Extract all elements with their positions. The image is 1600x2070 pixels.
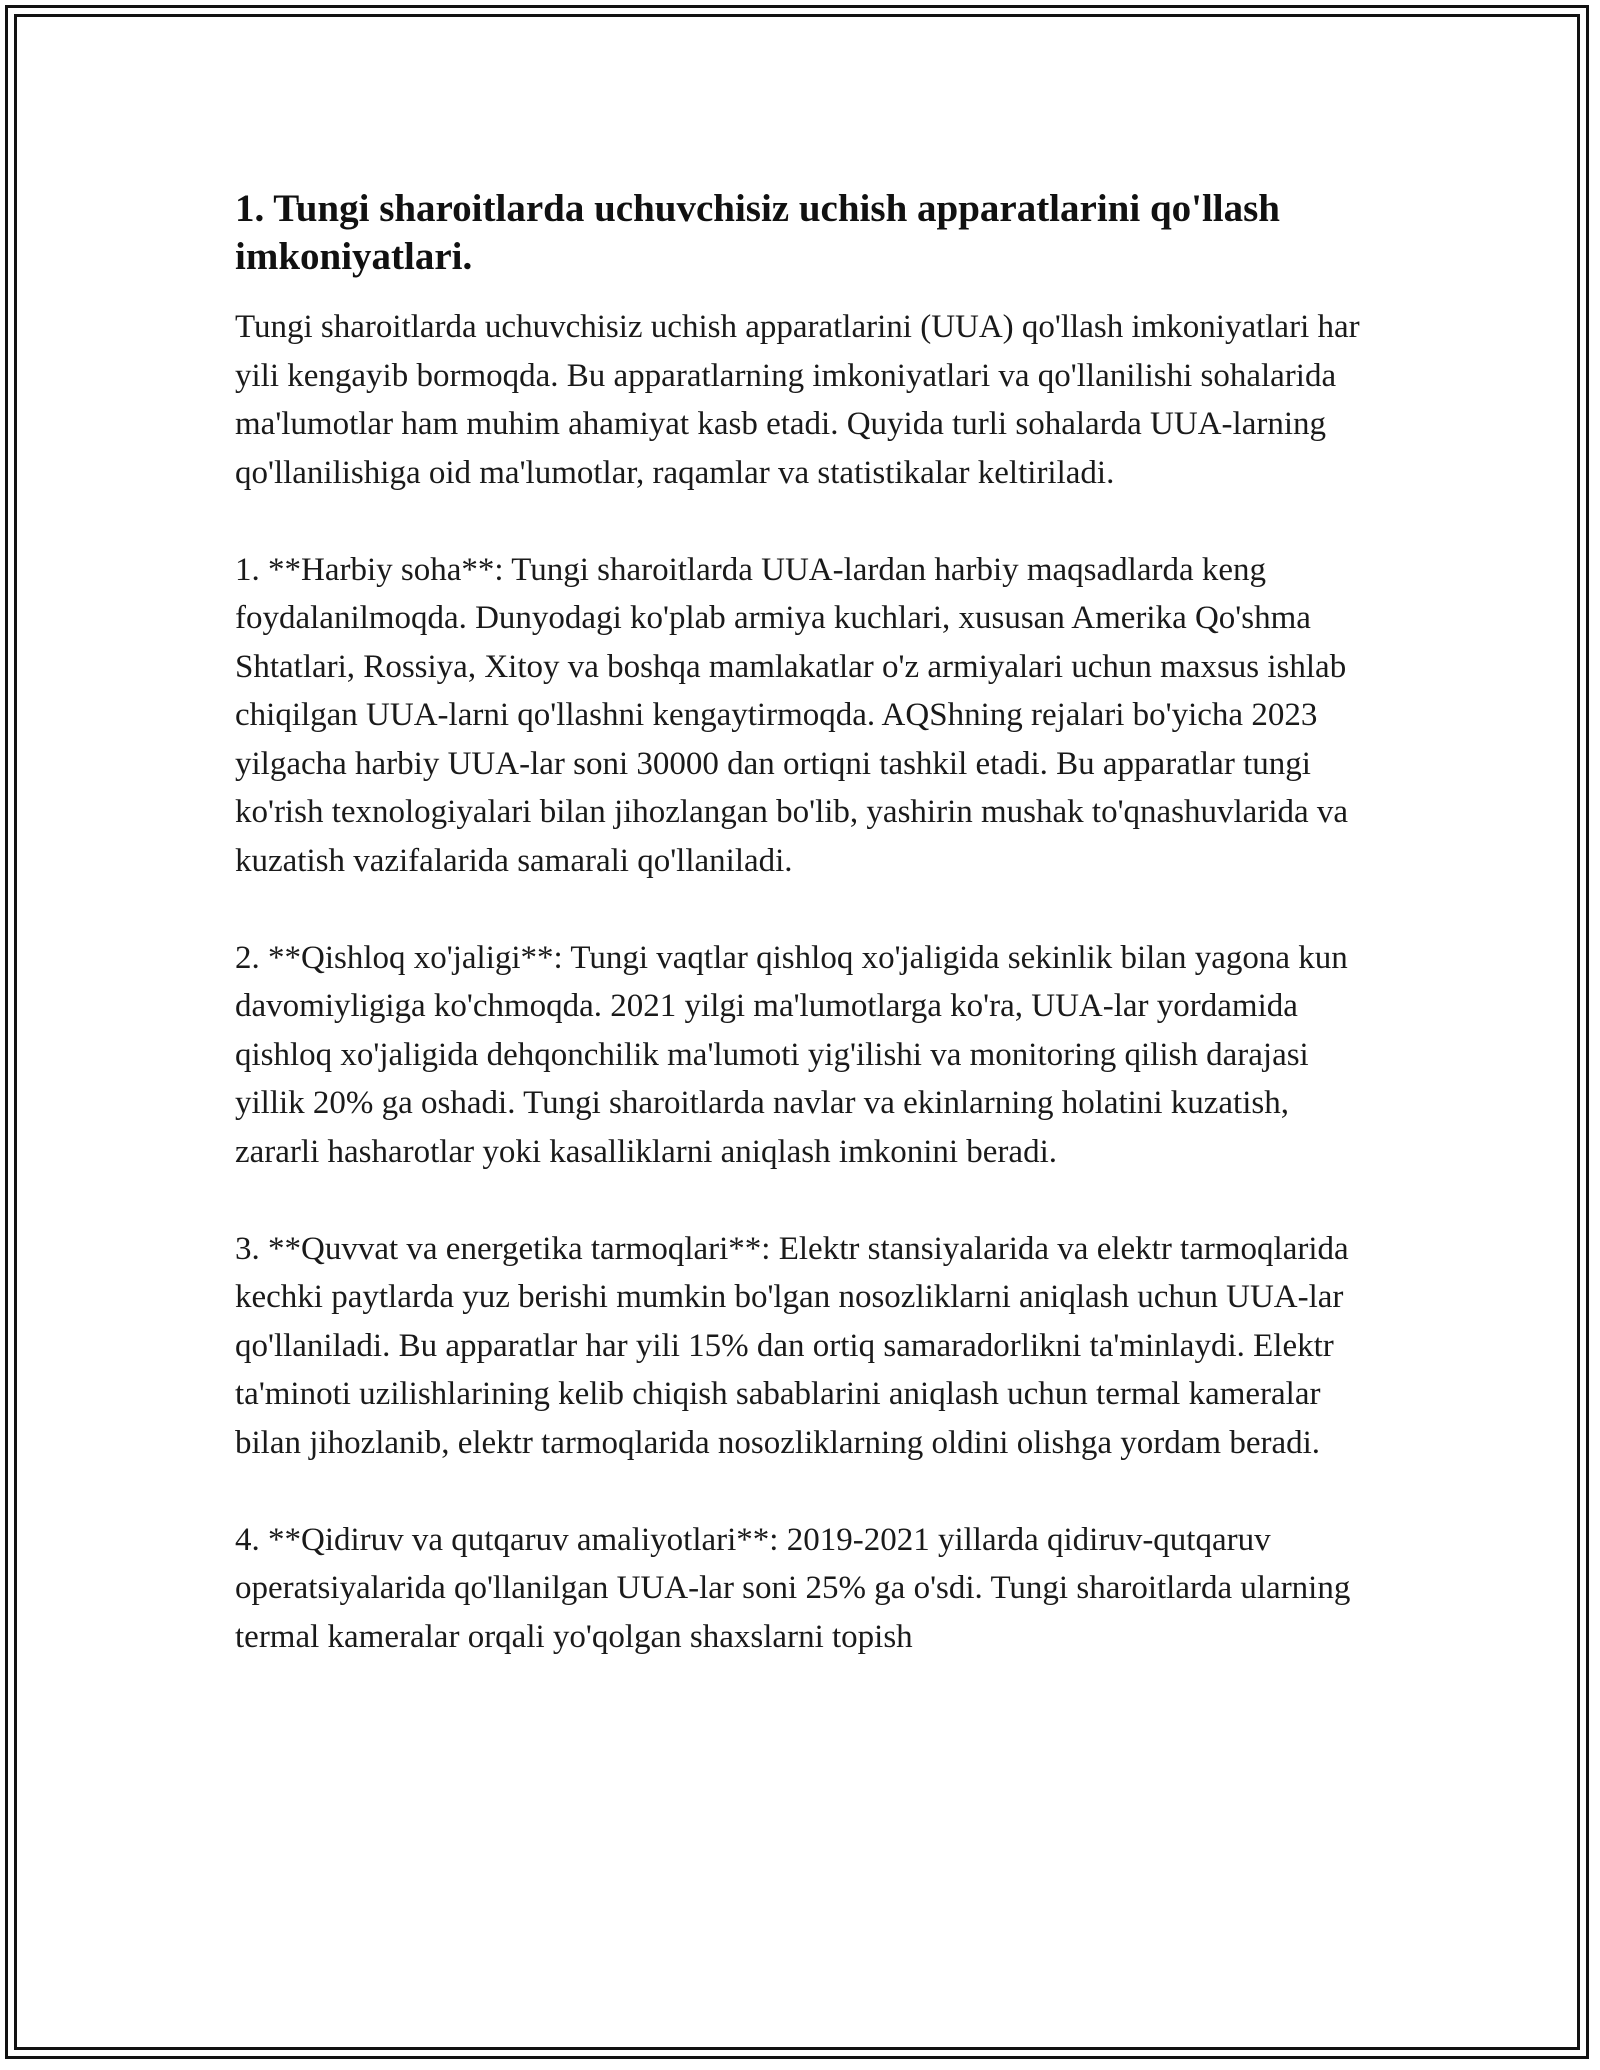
paragraph-agriculture: 2. **Qishloq xo'jaligi**: Tungi vaqtlar qishloq xo'jaligida sekinlik bilan yagona kun davomiyligiga ko'chmoqda. 2021 yilgi ma'lumotlarga ko'ra, UUA-lar yordamida qishloq xo'jaligida dehqonchilik ma'lumoti yig'ilishi va monitoring qilish darajasi yillik 20% ga oshadi. Tungi sharoitlarda navlar va ekinlarning holatini kuzatish, zararli hasharotlar yoki kasalliklarni aniqlash imkonini beradi. (235, 939, 1348, 1170)
intro-paragraph: Tungi sharoitlarda uchuvchisiz uchish apparatlarini (UUA) qo'llash imkoniyatlari har yili kengayib bormoqda. Bu apparatlarning imkoniyatlari va qo'llanilishi sohalarida ma'lumotlar ham muhim ahamiyat kasb etadi. Quyida turli sohalarda UUA-larning qo'llanilishiga oid ma'lumotlar, raqamlar va statistikalar keltiriladi. (235, 309, 1360, 491)
paragraph-military: 1. **Harbiy soha**: Tungi sharoitlarda UUA-lardan harbiy maqsadlarda keng foydalanilmoqda. Dunyodagi ko'plab armiya kuchlari, xususan Amerika Qo'shma Shtatlari, Rossiya, Xitoy va boshqa mamlakatlar o'z armiyalari uchun maxsus ishlab chiqilgan UUA-larni qo'llashni kengaytirmoqda. AQShning rejalari bo'yicha 2023 yilgacha harbiy UUA-lar soni 30000 dan ortiqni tashkil etadi. Bu apparatlar tungi ko'rish texnologiyalari bilan jihozlangan bo'lib, yashirin mushak to'qnashuvlarida va kuzatish vazifalarida samarali qo'llaniladi. (235, 551, 1349, 879)
paragraph-search-rescue: 4. **Qidiruv va qutqaruv amaliyotlari**: 2019-2021 yillarda qidiruv-qutqaruv operatsiyalarida qo'llanilgan UUA-lar soni 25% ga o'sdi. Tungi sharoitlarda ularning termal kameralar orqali yo'qolgan shaxslarni topish (235, 1521, 1351, 1655)
paragraph-energy: 3. **Quvvat va energetika tarmoqlari**: Elektr stansiyalarida va elektr tarmoqlarida kechki paytlarda yuz berishi mumkin bo'lgan nosozliklarni aniqlash uchun UUA-lar qo'llaniladi. Bu apparatlar har yili 15% dan ortiq samaradorlikni ta'minlaydi. Elektr ta'minoti uzilishlarining kelib chiqish sabablarini aniqlash uchun termal kameralar bilan jihozlanib, elektr tarmoqlarida nosozliklarning oldini olishga yordam beradi. (235, 1230, 1349, 1461)
document-body (235, 185, 1370, 1710)
page-title: 1. Tungi sharoitlarda uchuvchisiz uchish apparatlarini qo'llash imkoniyatlari. (235, 187, 1281, 278)
